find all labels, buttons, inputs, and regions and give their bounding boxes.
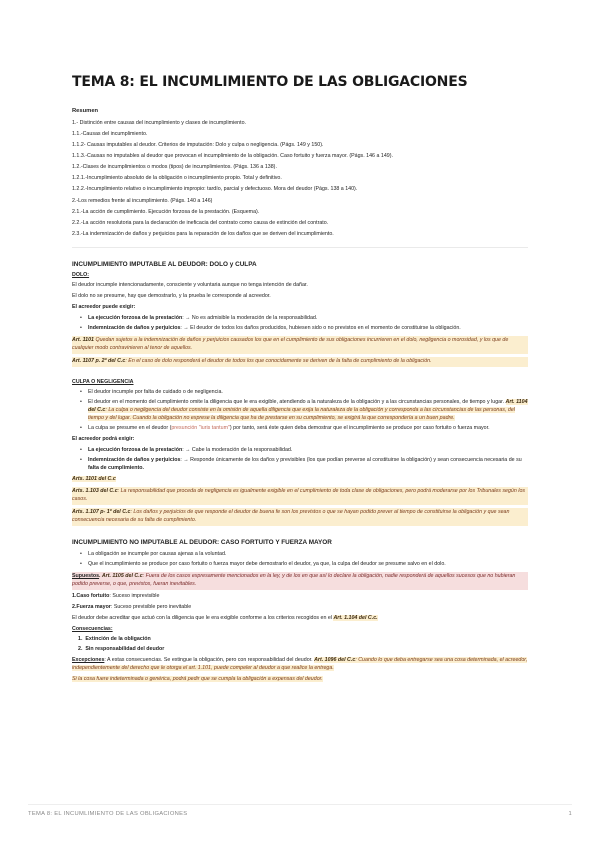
list-item-text: La culpa se presume en el deudor ( (88, 425, 172, 432)
resumen-item: 1.2.2.-Incumplimiento relativo o incumplimiento impropio: tardío, parcial y defectuoso. Mora del deudor (Págs. 138 a 140). (72, 186, 358, 193)
article-label: Art. 1107 p. 2º del C.c (72, 357, 126, 364)
resumen-heading: Resumen (72, 108, 99, 114)
article-label: Arts. 1.107 p- 1º del C.c (72, 509, 131, 516)
article-label: . Art. 1105 del C.c (99, 572, 143, 579)
list-item (80, 457, 528, 473)
resumen-item: 1.- Distinción entre causas del incumplimiento y clases de incumplimiento. (72, 119, 246, 126)
no-imputable-list (80, 551, 528, 569)
article-text: : En el caso de dolo responderá el deudor de todos los que conocidamente se deriven de la falta de cumplimiento de la obligación. (125, 357, 432, 364)
acreedor-list (80, 315, 528, 333)
resumen-item: 1.1.3.-Causas no imputables al deudor que provocan el incumplimiento de la obligación. Caso fortuito y fuerza mayor. (Págs. 146 a 149). (72, 153, 393, 160)
article-label: Art. 1101 (72, 337, 94, 343)
dolo-paragraph: El deudor incumple intencionadamente, consciente y voluntaria aunque no tenga intención de dañar. (72, 281, 308, 288)
resumen-item: 1.1.-Causas del incumplimiento. (72, 130, 148, 137)
article-text: : La culpa o negligencia del deudor consiste en la omisión de aquella diligencia que exija la naturaleza de la obligación y corresponda a las circunstancias de las personas, del tiempo y del lugar. Cuando la obligación no exprese la diligencia que ha de prestarse en su cumplimiento, se exigirá la que correspondería a un buen padre. (88, 407, 515, 421)
list-item-text: El deudor en el momento del cumplimiento omite la diligencia que le era exigible, atendiendo a la naturaleza de la obligación y a las circunstancias personales, de tiempo y lugar. (88, 399, 506, 406)
resumen-item: 2.-Los remedios frente al incumplimiento. (Págs. 140 a 146) (72, 197, 213, 204)
definition-label: 1.Caso fortuito (72, 592, 110, 599)
article-text: : Los daños y perjuicios de que responde el deudor de buena fe son los previstos o que se hayan podido prever al tiempo de constituirse la obligación y que sean consecuencia necesaria de su falta de cumplimiento. (72, 509, 510, 524)
list-item (80, 425, 528, 433)
list-item: • La obligación se incumple por causas ajenas a la voluntad. (80, 551, 528, 559)
list-item: 1. Extinción de la obligación (78, 635, 151, 642)
definition-text: : Suceso previsible pero inevitable (110, 603, 192, 610)
dolo-label: DOLO: (72, 272, 90, 279)
culpa-label: CULPA O NEGLIGENCIA (72, 378, 134, 385)
footer-divider (28, 804, 572, 805)
list-item-bold: La ejecución forzosa de la prestación (88, 314, 183, 321)
page-number: 1 (568, 811, 572, 817)
list-item-bold: Indemnización de daños y perjuicios (88, 457, 181, 464)
article-label: Arts. 1.103 del C.c (72, 488, 118, 495)
resumen-item: 1.1.2- Causas imputables al deudor. Criterios de imputación: Dolo y culpa o negligencia. (Págs. 149 y 150). (72, 141, 324, 148)
list-item: • El deudor incumple por falta de cuidado o de negligencia. (80, 389, 528, 397)
definition-label: 2.Fuerza mayor (72, 603, 111, 610)
resumen-item: 1.2.-Clases de incumplimientos o modos (tipos) de incumplimientos. (Págs. 136 a 138). (72, 164, 277, 171)
article-quote (72, 357, 528, 367)
article-label: Art. 1.104 del C.c. (333, 614, 378, 621)
dolo-paragraph: El dolo no se presume, hay que demostrarlo, y la prueba le corresponde al acreedor. (72, 292, 271, 299)
resumen-item: 2.2.-La acción resolutoria para la declaración de ineficacia del contrato como causa de extinción del contrato. (72, 219, 329, 226)
definition-line (72, 604, 528, 612)
article-quote (72, 487, 528, 505)
article-quote (72, 508, 528, 526)
consecuencias-label: Consecuencias: (72, 625, 113, 632)
article-text: Si la cosa fuere indeterminada o genérica, podrá pedir que se cumpla la obligación a expensas del deudor. (72, 675, 323, 682)
document-page (72, 72, 528, 687)
supuestos-label: Supuestos (72, 572, 100, 579)
acreedor-puede-label: El acreedor puede exigir: (72, 303, 136, 310)
culpa-list (80, 389, 528, 433)
resumen-list (72, 120, 528, 239)
section-heading-imputable: INCUMPLIMIENTO IMPUTABLE AL DEUDOR: DOLO y CULPA (72, 260, 257, 268)
article-label: Art. 1096 del C.c (314, 656, 356, 663)
list-item-text: Sin responsabilidad del deudor (85, 645, 165, 652)
list-item-bold: falta de cumplimiento. (88, 465, 144, 472)
definition-text: : Suceso imprevisible (109, 592, 160, 599)
article-ref (72, 476, 528, 484)
acreedor-podra-label: El acreedor podrá exigir: (72, 436, 135, 443)
list-item-text: ) por tanto, será éste quien deba demostrar que el incumplimiento se produce por caso fortuito o fuerza mayor. (229, 425, 490, 432)
list-item-text: Extinción de la obligación (85, 635, 151, 642)
definition-line (72, 593, 528, 601)
resumen-item: 1.2.1.-Incumplimiento absoluto de la obligación o incumplimiento propio. Total y definitivo. (72, 175, 282, 182)
list-item (80, 447, 528, 455)
article-quote (72, 336, 528, 354)
presuncion-text: presunción "iuris tantum" (171, 425, 230, 432)
article-label: Art. 1104 del C.c (88, 399, 528, 414)
divider (72, 247, 528, 248)
article-quote (72, 572, 528, 590)
article-label: Arts. 1101 del C.c (72, 476, 116, 483)
list-item-text: : → El deudor de todos los daños producidos, hubiesen sido o no previstos en el momento de constituirse la obligación. (180, 325, 461, 332)
page-title: TEMA 8: EL INCUMLIMIENTO DE LAS OBLIGACIONES (72, 74, 468, 90)
excepciones-label: Excepciones (72, 656, 105, 663)
resumen-item: 2.1.-La acción de cumplimiento. Ejecución forzosa de la prestación. (Esquema). (72, 208, 260, 215)
footer-title: TEMA 8: EL INCUMLIMIENTO DE LAS OBLIGACIONES (28, 811, 188, 817)
resumen-item: 2.3.-La indemnización de daños y perjuicios para la reparación de los daños que se deriven del incumplimiento. (72, 230, 334, 237)
list-item-text: : → No es admisible la moderación de la responsabilidad. (182, 314, 318, 321)
list-item-bold: Indemnización de daños y perjuicios (88, 325, 181, 332)
list-item: • Que el incumplimiento se produce por caso fortuito o fuerza mayor debe demostrarlo el deudor, ya que, la culpa del deudor se presume salvo en el dolo. (80, 561, 528, 569)
list-item-text: : → Cabe la moderación de la responsabilidad. (182, 447, 293, 454)
article-text: : La responsabilidad que proceda de negligencia es igualmente exigible en el cumplimiento de toda clase de obligaciones, pero podrá moderarse por los Tribunales según los casos. (72, 488, 526, 503)
article-text: : Fuera de los casos expresamente mencionados en la ley, y de los en que así lo declare la obligación, nadie responderá de aquellos sucesos que no hubieran podido preverse, o que, previstos, fueran inevitables. (72, 572, 516, 587)
deudor-paragraph (72, 615, 528, 623)
list-item (80, 399, 528, 423)
paragraph-text: : A estas consecuencias. Se extingue la obligación, pero con responsabilidad del deudor. (104, 656, 315, 663)
list-item: 2. Sin responsabilidad del deudor (78, 645, 165, 652)
acreedor-list (80, 447, 528, 473)
section-heading-no-imputable: INCUMPLIMIENTO NO IMPUTABLE AL DEUDOR: CASO FORTUITO Y FUERZA MAYOR (72, 539, 332, 547)
article-text: : Cuando lo que deba entregarse sea una cosa determinada, el acreedor, independientemente del derecho que le otorga el art. 1.101, puede compeler al deudor a que realice la entrega. (72, 656, 528, 671)
paragraph-text: El deudor debe acreditar que actuó con la diligencia que le era exigible conforme a los criterios recogidos en el (72, 614, 334, 621)
list-item (80, 325, 528, 333)
list-item (80, 315, 528, 323)
article-text: Quedan sujetos a la indemnización de daños y perjuicios causados los que en el cumplimiento de sus obligaciones incurrieren en el dolo, negligencia o morosidad, y los que de cualquier modo contravinieren al tenor de aquellos. (72, 337, 509, 351)
list-item-text: : → Responde únicamente de los daños y previsibles (los que podían preverse al constituirse la obligación) y sean consecuencia necesaria de su (180, 457, 522, 464)
list-item-bold: La ejecución forzosa de la prestación (88, 447, 183, 454)
consecuencias-list (78, 636, 528, 654)
excepciones-paragraph (72, 657, 528, 673)
article-quote (72, 676, 528, 684)
page-footer (28, 811, 572, 817)
